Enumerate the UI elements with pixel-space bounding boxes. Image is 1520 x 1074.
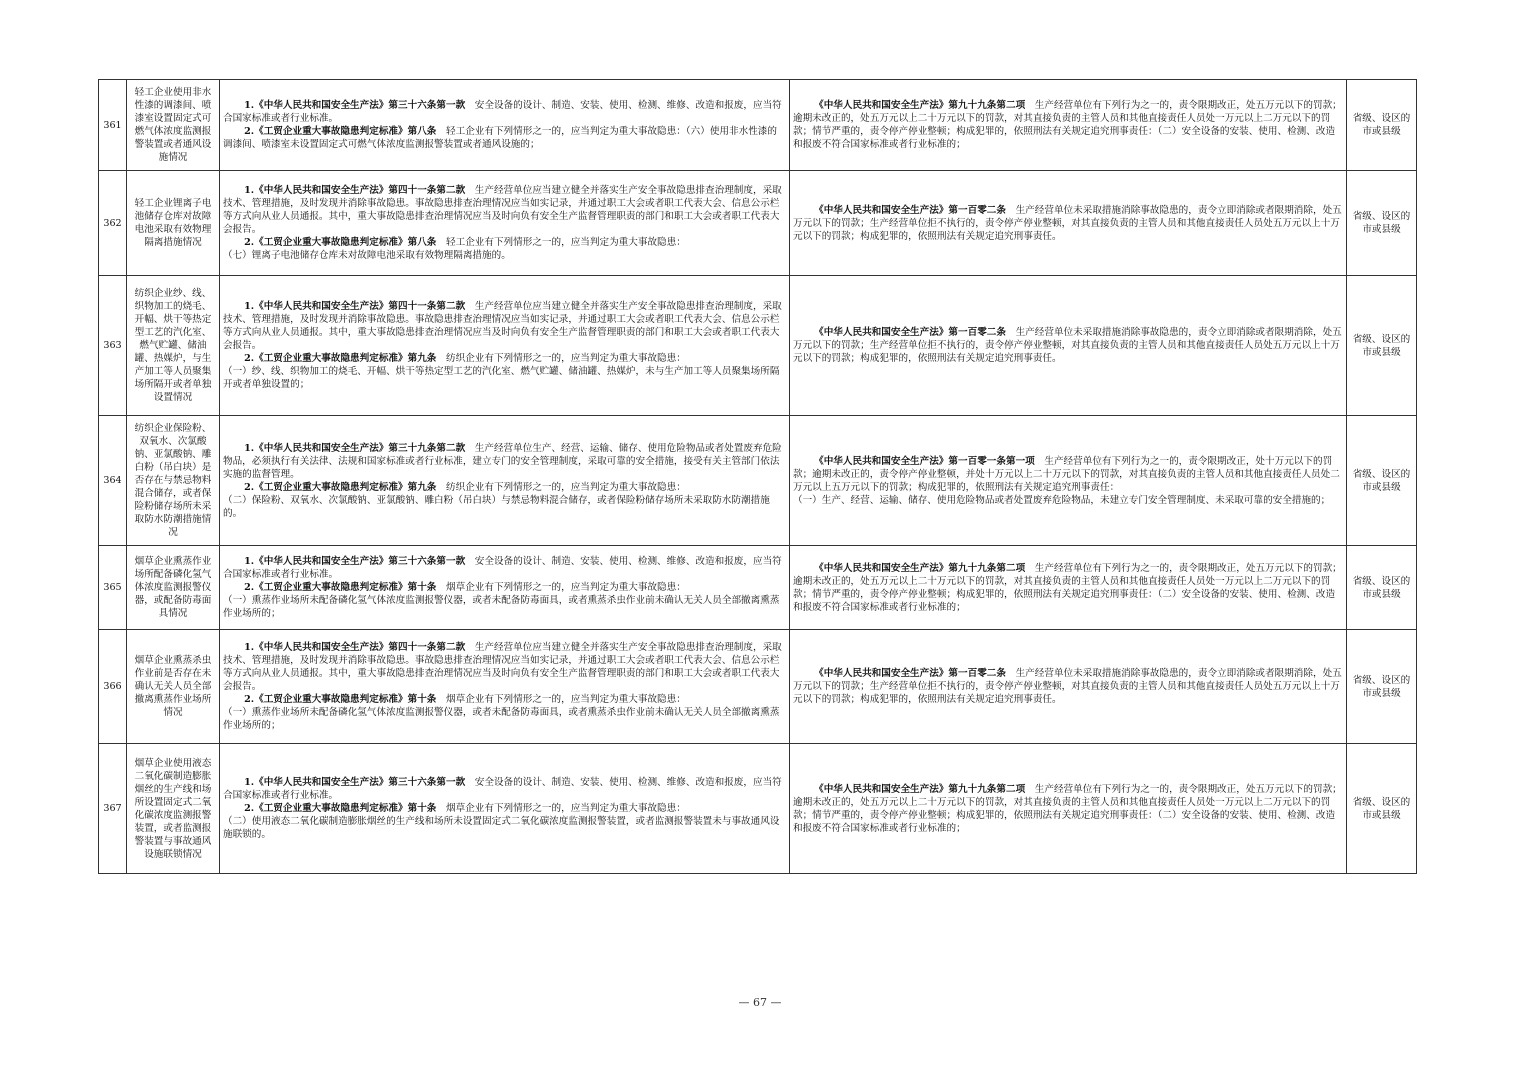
row-number: 365	[99, 546, 127, 630]
clause-prefix: 2.	[244, 582, 255, 593]
penalty-text: 生产经营单位未采取措施消除事故隐患的，责令立即消除或者限期消除，处五万元以下的罚款；生产经营单位拒不执行的，责令停产停业整顿，对其直接负责的主管人员和其他直接责任人员处五万元以上十万元以下的罚款；构成犯罪的，依照刑法有关规定追究刑事责任。	[793, 327, 1342, 364]
legal-basis-clause	[223, 555, 786, 581]
law-reference: 《工贸企业重大事故隐患判定标准》第十条	[254, 582, 437, 593]
penalty-clause	[793, 455, 1343, 494]
clause-prefix: 1.	[244, 556, 255, 567]
penalty-text: 生产经营单位有下列行为之一的，责令限期改正，处五万元以下的罚款；逾期未改正的，处五万元以上二十万元以下的罚款，对其直接负责的主管人员和其他直接责任人员处一万元以上二万元以下的罚款；情节严重的，责令停产停业整顿；构成犯罪的，依照刑法有关规定追究刑事责任：（二）安全设备的安装、使用、检测、改造和报废不符合国家标准或者行业标准的；	[793, 100, 1342, 150]
jurisdiction-level: 省级、设区的市或县级	[1347, 171, 1417, 276]
law-reference: 《中华人民共和国安全生产法》第三十六条第一款	[254, 100, 466, 111]
inspection-item: 纺织企业纱、线、织物加工的烧毛、开幅、烘干等热定型工艺的汽化室、燃气贮罐、储油罐、热媒炉，与生产加工等人员聚集场所隔开或者单独设置情况	[127, 276, 220, 416]
penalty-text: 生产经营单位有下列行为之一的，责令限期改正，处五万元以下的罚款；逾期未改正的，处五万元以上二十万元以下的罚款，对其直接负责的主管人员和其他直接责任人员处一万元以上二万元以下的罚款；情节严重的，责令停产停业整顿；构成犯罪的，依照刑法有关规定追究刑事责任：（二）安全设备的安装、使用、检测、改造和报废不符合国家标准或者行业标准的；	[793, 562, 1342, 613]
inspection-item: 烟草企业使用液态二氧化碳制造膨胀烟丝的生产线和场所设置固定式二氧化碳浓度监测报警装置，或者监测报警装置与事故通风设施联锁情况	[127, 744, 220, 874]
legal-basis-subitem: （一）熏蒸作业场所未配备磷化氢气体浓度监测报警仪器，或者未配备防毒面具，或者熏蒸杀虫作业前未确认无关人员全部撤离熏蒸作业场所的；	[223, 707, 780, 731]
clause-text: 烟草企业有下列情形之一的，应当判定为重大事故隐患：	[446, 694, 686, 705]
jurisdiction-level: 省级、设区的市或县级	[1347, 416, 1417, 546]
clause-prefix: 1.	[244, 185, 255, 196]
law-reference: 《中华人民共和国安全生产法》第四十一条第二款	[254, 185, 466, 196]
penalty-clause	[793, 99, 1343, 151]
law-reference: 《工贸企业重大事故隐患判定标准》第十条	[254, 694, 437, 705]
row-number: 363	[99, 276, 127, 416]
law-reference: 《中华人民共和国安全生产法》第三十六条第一款	[254, 556, 466, 567]
clause-prefix: 2.	[244, 126, 255, 137]
penalty-clause	[793, 326, 1343, 365]
jurisdiction-level: 省级、设区的市或县级	[1347, 546, 1417, 630]
clause-prefix: 1.	[244, 100, 255, 111]
legal-basis-clause	[223, 693, 786, 706]
legal-basis-cell	[220, 80, 790, 171]
penalty-basis-cell	[790, 276, 1347, 416]
penalty-law-reference: 《中华人民共和国安全生产法》第一百零二条	[814, 327, 1006, 338]
clause-text: 轻工企业有下列情形之一的，应当判定为重大事故隐患：	[446, 237, 686, 248]
table-row	[99, 546, 1417, 630]
penalty-law-reference: 《中华人民共和国安全生产法》第九十九条第二项	[814, 100, 1026, 111]
clause-text: 轻工企业有下列情形之一的，应当判定为重大事故隐患：（六）使用非水性漆的调漆间、喷漆室未设置固定式可燃气体浓度监测报警装置或者通风设施的；	[223, 126, 777, 150]
legal-basis-cell	[220, 416, 790, 546]
table-row	[99, 171, 1417, 276]
table-body	[99, 80, 1417, 874]
penalty-clause	[793, 204, 1343, 243]
row-number: 367	[99, 744, 127, 874]
row-number: 361	[99, 80, 127, 171]
clause-prefix: 1.	[244, 777, 255, 788]
legal-basis-subitem: （七）锂离子电池储存仓库未对故障电池采取有效物理隔离措施的。	[223, 250, 511, 261]
penalty-basis-cell	[790, 416, 1347, 546]
legal-basis-cell	[220, 171, 790, 276]
legal-basis-cell	[220, 546, 790, 630]
inspection-item: 纺织企业保险粉、双氧水、次氯酸钠、亚氯酸钠、雕白粉（吊白块）是否存在与禁忌物料混合储存，或者保险粉储存场所未采取防水防潮措施情况	[127, 416, 220, 546]
clause-text: 纺织企业有下列情形之一的，应当判定为重大事故隐患：	[446, 481, 686, 493]
legal-basis-clause	[223, 481, 786, 494]
penalty-law-reference: 《中华人民共和国安全生产法》第一百零二条	[814, 204, 1006, 216]
clause-text: 安全设备的设计、制造、安装、使用、检测、维修、改造和报废，应当符合国家标准或者行业标准。	[223, 556, 782, 580]
legal-basis-clause	[223, 352, 786, 365]
legal-basis-clause	[223, 300, 786, 352]
page-number: — 67 —	[738, 996, 782, 1009]
clause-prefix: 1.	[244, 301, 255, 312]
clause-text: 生产经营单位应当建立健全并落实生产安全事故隐患排查治理制度，采取技术、管理措施，及时发现并消除事故隐患。事故隐患排查治理情况应当如实记录，并通过职工大会或者职工代表大会、信息公示栏等方式向从业人员通报。其中，重大事故隐患排查治理情况应当及时向负有安全生产监督管理职责的部门和职工大会或者职工代表大会报告。	[223, 185, 782, 235]
legal-basis-cell	[220, 276, 790, 416]
legal-basis-clause	[223, 125, 786, 151]
law-reference: 《中华人民共和国安全生产法》第三十九条第二款	[254, 442, 466, 454]
clause-text: 烟草企业有下列情形之一的，应当判定为重大事故隐患：	[446, 582, 686, 593]
clause-prefix: 2.	[244, 237, 255, 248]
legal-basis-clause	[223, 802, 786, 815]
table-row	[99, 416, 1417, 546]
legal-basis-subitem: （一）纱、线、织物加工的烧毛、开幅、烘干等热定型工艺的汽化室、燃气贮罐、储油罐、热媒炉，未与生产加工等人员聚集场所隔开或者单独设置的；	[223, 366, 780, 390]
table-row	[99, 744, 1417, 874]
jurisdiction-level: 省级、设区的市或县级	[1347, 630, 1417, 744]
clause-prefix: 2.	[244, 694, 255, 705]
clause-prefix: 2.	[244, 803, 255, 814]
inspection-item: 轻工企业锂离子电池储存仓库对故障电池采取有效物理隔离措施情况	[127, 171, 220, 276]
law-reference: 《中华人民共和国安全生产法》第三十六条第一款	[254, 777, 466, 788]
jurisdiction-level: 省级、设区的市或县级	[1347, 744, 1417, 874]
law-reference: 《工贸企业重大事故隐患判定标准》第十条	[254, 803, 437, 814]
legal-basis-clause	[223, 776, 786, 802]
legal-basis-subitem: （一）熏蒸作业场所未配备磷化氢气体浓度监测报警仪器，或者未配备防毒面具，或者熏蒸杀虫作业前未确认无关人员全部撤离熏蒸作业场所的；	[223, 595, 780, 619]
law-reference: 《工贸企业重大事故隐患判定标准》第八条	[254, 126, 437, 137]
row-number: 366	[99, 630, 127, 744]
clause-prefix: 2.	[244, 481, 255, 493]
clause-text: 生产经营单位生产、经营、运输、储存、使用危险物品或者处置废弃危险物品，必须执行有关法律、法规和国家标准或者行业标准，建立专门的安全管理制度，采取可靠的安全措施，接受有关主管部门依法实施的监督管理。	[223, 442, 782, 480]
legal-basis-clause	[223, 442, 786, 481]
clause-prefix: 1.	[244, 642, 255, 653]
jurisdiction-level: 省级、设区的市或县级	[1347, 80, 1417, 171]
table-row	[99, 276, 1417, 416]
law-reference: 《中华人民共和国安全生产法》第四十一条第二款	[254, 642, 466, 653]
legal-basis-subitem: （二）保险粉、双氧水、次氯酸钠、亚氯酸钠、雕白粉（吊白块）与禁忌物料混合储存，或者保险粉储存场所未采取防水防潮措施的。	[223, 494, 770, 519]
penalty-basis-cell	[790, 630, 1347, 744]
legal-basis-clause	[223, 236, 786, 249]
clause-text: 烟草企业有下列情形之一的，应当判定为重大事故隐患：	[446, 803, 686, 814]
penalty-basis-cell	[790, 171, 1347, 276]
table-row	[99, 80, 1417, 171]
penalty-clause	[793, 783, 1343, 835]
penalty-subitem: （一）生产、经营、运输、储存、使用危险物品或者处置废弃危险物品，未建立专门安全管理制度、未采取可靠的安全措施的；	[793, 494, 1331, 506]
row-number: 364	[99, 416, 127, 546]
table-row	[99, 630, 1417, 744]
legal-basis-cell	[220, 630, 790, 744]
legal-basis-cell	[220, 744, 790, 874]
law-reference: 《工贸企业重大事故隐患判定标准》第九条	[254, 353, 437, 364]
legal-basis-clause	[223, 184, 786, 236]
penalty-text: 生产经营单位未采取措施消除事故隐患的，责令立即消除或者限期消除，处五万元以下的罚款；生产经营单位拒不执行的，责令停产停业整顿，对其直接负责的主管人员和其他直接责任人员处五万元以上十万元以下的罚款；构成犯罪的，依照刑法有关规定追究刑事责任。	[793, 204, 1342, 242]
jurisdiction-level: 省级、设区的市或县级	[1347, 276, 1417, 416]
inspection-item: 轻工企业使用非水性漆的调漆间、喷漆室设置固定式可燃气体浓度监测报警装置或者通风设施情况	[127, 80, 220, 171]
penalty-law-reference: 《中华人民共和国安全生产法》第一百零二条	[814, 668, 1006, 679]
penalty-clause	[793, 562, 1343, 614]
penalty-text: 生产经营单位未采取措施消除事故隐患的，责令立即消除或者限期消除，处五万元以下的罚款；生产经营单位拒不执行的，责令停产停业整顿，对其直接负责的主管人员和其他直接责任人员处五万元以上十万元以下的罚款；构成犯罪的，依照刑法有关规定追究刑事责任。	[793, 668, 1342, 705]
clause-prefix: 2.	[244, 353, 255, 364]
clause-text: 纺织企业有下列情形之一的，应当判定为重大事故隐患：	[446, 353, 686, 364]
inspection-table	[98, 79, 1417, 874]
penalty-clause	[793, 667, 1343, 706]
legal-basis-clause	[223, 641, 786, 693]
clause-prefix: 1.	[244, 442, 255, 454]
penalty-law-reference: 《中华人民共和国安全生产法》第九十九条第二项	[814, 783, 1026, 795]
inspection-item: 烟草企业熏蒸杀虫作业前是否存在未确认无关人员全部撤离熏蒸作业场所情况	[127, 630, 220, 744]
clause-text: 生产经营单位应当建立健全并落实生产安全事故隐患排查治理制度，采取技术、管理措施，及时发现并消除事故隐患。事故隐患排查治理情况应当如实记录，并通过职工大会或者职工代表大会、信息公示栏等方式向从业人员通报。其中，重大事故隐患排查治理情况应当及时向负有安全生产监督管理职责的部门和职工大会或者职工代表大会报告。	[223, 301, 782, 351]
clause-text: 生产经营单位应当建立健全并落实生产安全事故隐患排查治理制度，采取技术、管理措施，及时发现并消除事故隐患。事故隐患排查治理情况应当如实记录，并通过职工大会或者职工代表大会、信息公示栏等方式向从业人员通报。其中，重大事故隐患排查治理情况应当及时向负有安全生产监督管理职责的部门和职工大会或者职工代表大会报告。	[223, 642, 782, 692]
legal-basis-clause	[223, 581, 786, 594]
legal-basis-clause	[223, 99, 786, 125]
law-reference: 《工贸企业重大事故隐患判定标准》第八条	[254, 237, 437, 248]
penalty-basis-cell	[790, 80, 1347, 171]
penalty-law-reference: 《中华人民共和国安全生产法》第九十九条第二项	[814, 562, 1026, 574]
clause-text: 安全设备的设计、制造、安装、使用、检测、维修、改造和报废，应当符合国家标准或者行业标准。	[223, 100, 782, 124]
penalty-basis-cell	[790, 744, 1347, 874]
penalty-law-reference: 《中华人民共和国安全生产法》第一百零一条第一项	[814, 455, 1035, 467]
legal-basis-subitem: （二）使用液态二氧化碳制造膨胀烟丝的生产线和场所未设置固定式二氧化碳浓度监测报警装置，或者监测报警装置未与事故通风设施联锁的。	[223, 816, 780, 840]
penalty-text: 生产经营单位有下列行为之一的，责令限期改正，处十万元以下的罚款；逾期未改正的，责令停产停业整顿，并处十万元以上二十万元以下的罚款，对其直接负责的主管人员和其他直接责任人员处二万元以上五万元以下的罚款；构成犯罪的，依照刑法有关规定追究刑事责任：	[793, 455, 1340, 493]
inspection-item: 烟草企业熏蒸作业场所配备磷化氢气体浓度监测报警仪器，或配备防毒面具情况	[127, 546, 220, 630]
law-reference: 《工贸企业重大事故隐患判定标准》第九条	[254, 481, 437, 493]
row-number: 362	[99, 171, 127, 276]
law-reference: 《中华人民共和国安全生产法》第四十一条第二款	[254, 301, 466, 312]
penalty-text: 生产经营单位有下列行为之一的，责令限期改正，处五万元以下的罚款；逾期未改正的，处五万元以上二十万元以下的罚款，对其直接负责的主管人员和其他直接责任人员处一万元以上二万元以下的罚款；情节严重的，责令停产停业整顿；构成犯罪的，依照刑法有关规定追究刑事责任：（二）安全设备的安装、使用、检测、改造和报废不符合国家标准或者行业标准的；	[793, 783, 1342, 834]
clause-text: 安全设备的设计、制造、安装、使用、检测、维修、改造和报废，应当符合国家标准或者行业标准。	[223, 777, 782, 801]
penalty-basis-cell	[790, 546, 1347, 630]
